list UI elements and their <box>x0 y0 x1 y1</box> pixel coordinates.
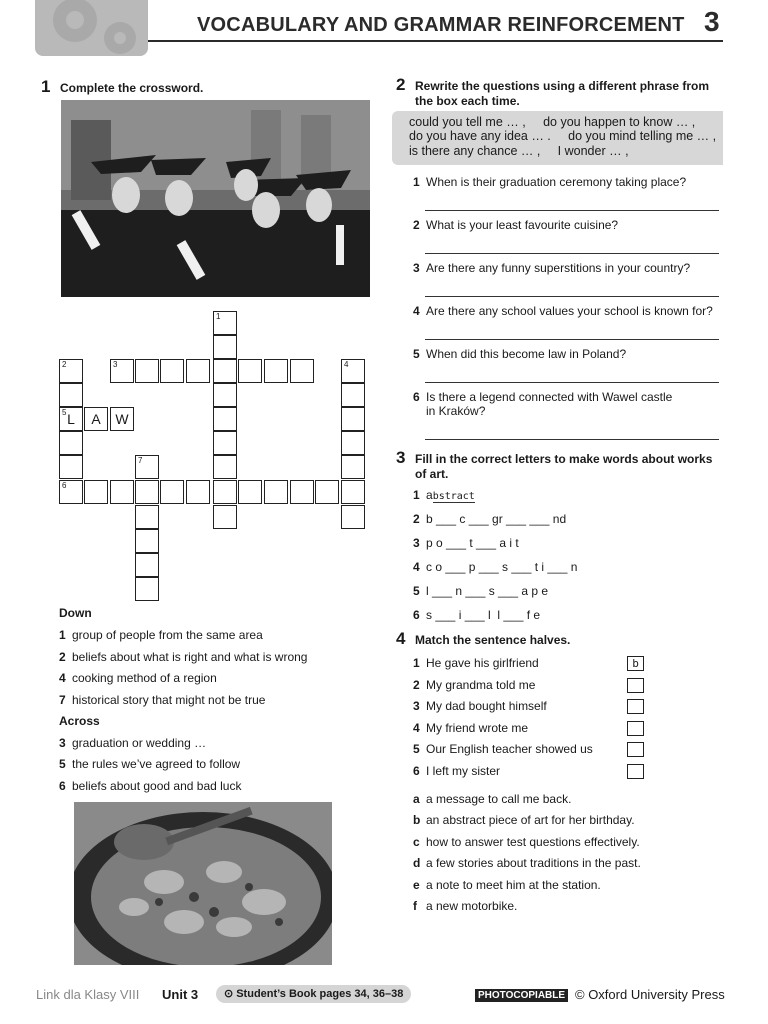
clue-number: 5 <box>62 408 67 417</box>
handwritten-answer[interactable]: bstract <box>432 491 475 502</box>
answer-line[interactable] <box>425 296 719 297</box>
ex4-right-e: e a note to meet him at the station. <box>413 878 601 892</box>
clue-number: 2 <box>62 360 67 369</box>
ex3-instruction: Fill in the correct letters to make words about works of art. <box>415 452 713 481</box>
crossword-letter: L <box>67 411 75 427</box>
down-heading: Down <box>59 606 92 620</box>
ex4-right-f: f a new motorbike. <box>413 899 518 913</box>
match-answer-box[interactable] <box>627 699 644 714</box>
crossword-cell[interactable] <box>341 480 365 504</box>
crossword-letter: W <box>115 411 129 427</box>
ex2-question-6: 6 Is there a legend connected with Wawel castle <box>413 390 673 404</box>
ex2-question-2: 2 What is your least favourite cuisine? <box>413 218 619 232</box>
phrase-box <box>392 111 723 165</box>
match-answer-box[interactable] <box>627 742 644 757</box>
answer-line[interactable] <box>425 382 719 383</box>
clue-number: 3 <box>113 360 118 369</box>
crossword-cell[interactable] <box>59 359 83 383</box>
match-answer-box[interactable] <box>627 764 644 779</box>
crossword-cell[interactable] <box>213 335 237 359</box>
crossword-cell[interactable] <box>59 431 83 455</box>
answer-line[interactable] <box>425 210 719 211</box>
ex3-item-1: 1 abstract <box>413 488 475 502</box>
ex4-number: 4 <box>396 629 406 648</box>
ex3-item-5[interactable]: 5 l ___ n ___ s ___ a p e <box>413 584 549 598</box>
crossword-cell[interactable] <box>59 383 83 407</box>
clue-down-7: 7 historical story that might not be true <box>59 693 266 707</box>
crossword-cell[interactable] <box>341 383 365 407</box>
ex3-item-4[interactable]: 4 c o ___ p ___ s ___ t i ___ n <box>413 560 578 574</box>
match-answer-box[interactable] <box>627 721 644 736</box>
crossword-cell[interactable] <box>59 407 83 431</box>
crossword-cell[interactable] <box>110 407 134 431</box>
graduates-photo <box>61 100 370 297</box>
clue-across-3: 3 graduation or wedding … <box>59 736 207 750</box>
ex4-left-3: 3 My dad bought himself <box>413 699 547 713</box>
page-title: VOCABULARY AND GRAMMAR REINFORCEMENT <box>197 14 685 36</box>
crossword-cell[interactable] <box>264 359 288 383</box>
crossword-cell[interactable] <box>135 553 159 577</box>
clue-number: 4 <box>344 360 349 369</box>
ex4-right-b: b an abstract piece of art for her birthday. <box>413 813 635 827</box>
crossword-cell[interactable] <box>341 455 365 479</box>
crossword-cell[interactable] <box>290 480 314 504</box>
crossword-cell[interactable] <box>110 359 134 383</box>
pages-label: Student’s Book pages 34, 36–38 <box>236 988 404 1000</box>
crossword-cell[interactable] <box>341 359 365 383</box>
crossword-cell[interactable] <box>213 383 237 407</box>
clue-number: 7 <box>138 456 143 465</box>
crossword-cell[interactable] <box>135 529 159 553</box>
ex2-question-1: 1 When is their graduation ceremony taking place? <box>413 175 687 189</box>
across-heading: Across <box>59 714 100 728</box>
crossword-cell[interactable] <box>59 455 83 479</box>
ex4-right-c: c how to answer test questions effectively. <box>413 835 640 849</box>
crossword-cell[interactable] <box>135 577 159 601</box>
clue-across-5: 5 the rules we’ve agreed to follow <box>59 757 241 771</box>
ex2-question-4: 4 Are there any school values your school is known for? <box>413 304 713 318</box>
match-answer-box[interactable] <box>627 678 644 693</box>
ex1-number: 1 <box>41 77 51 96</box>
crossword-cell[interactable] <box>290 359 314 383</box>
crossword-cell[interactable] <box>160 359 184 383</box>
phrase-line: could you tell me … , do you happen to know … , <box>409 115 696 129</box>
students-book-pages <box>216 985 411 1003</box>
match-answer-box[interactable]: b <box>627 656 644 671</box>
phrase-line: do you have any idea … . do you mind telling me … , <box>409 129 717 143</box>
clue-down-2: 2 beliefs about what is right and what is wrong <box>59 650 308 664</box>
crossword-cell[interactable] <box>186 480 210 504</box>
crossword-cell[interactable] <box>160 480 184 504</box>
answer-line[interactable] <box>425 439 719 440</box>
publisher: © Oxford University Press <box>575 987 725 1002</box>
crossword-cell[interactable] <box>110 480 134 504</box>
crossword-cell[interactable] <box>213 455 237 479</box>
ex4-right-a: a a message to call me back. <box>413 792 572 806</box>
crossword-cell[interactable] <box>213 311 237 335</box>
crossword-cell[interactable] <box>264 480 288 504</box>
clue-down-1: 1 group of people from the same area <box>59 628 263 642</box>
ex3-item-2[interactable]: 2 b ___ c ___ gr ___ ___ nd <box>413 512 567 526</box>
ex3-item-3[interactable]: 3 p o ___ t ___ a i t <box>413 536 519 550</box>
ex4-left-2: 2 My grandma told me <box>413 678 536 692</box>
ex4-left-6: 6 I left my sister <box>413 764 501 778</box>
ex2-question-6-cont: in Kraków? <box>426 404 486 418</box>
header-rule <box>148 40 723 42</box>
footer-unit: Unit 3 <box>162 987 199 1002</box>
crossword-cell[interactable] <box>84 480 108 504</box>
answer-line[interactable] <box>425 339 719 340</box>
food-photo <box>74 802 332 965</box>
clue-down-4: 4 cooking method of a region <box>59 671 217 685</box>
crossword-cell[interactable] <box>213 505 237 529</box>
eye-icon: ⊙ <box>224 988 234 1000</box>
clue-across-6: 6 beliefs about good and bad luck <box>59 779 242 793</box>
crossword-cell[interactable] <box>135 455 159 479</box>
clue-number: 6 <box>62 481 67 490</box>
ex4-left-1: 1 He gave his girlfriend <box>413 656 539 670</box>
crossword-cell[interactable] <box>135 359 159 383</box>
ex2-question-3: 3 Are there any funny superstitions in your country? <box>413 261 691 275</box>
crossword-cell[interactable] <box>186 359 210 383</box>
clue-number: 1 <box>216 312 221 321</box>
crossword-cell[interactable] <box>341 407 365 431</box>
ex4-left-4: 4 My friend wrote me <box>413 721 529 735</box>
crossword-cell[interactable] <box>135 480 159 504</box>
crossword-cell[interactable] <box>238 359 262 383</box>
header-gear-tab <box>35 0 148 56</box>
answer-line[interactable] <box>425 253 719 254</box>
phrase-line: is there any chance … , I wonder … , <box>409 144 629 158</box>
ex2-instruction: Rewrite the questions using a different phrase from the box each time. <box>415 79 710 108</box>
unit-number: 3 <box>704 6 720 37</box>
photocopiable-badge: PHOTOCOPIABLE <box>475 989 568 1002</box>
crossword-cell[interactable] <box>341 505 365 529</box>
crossword-cell[interactable] <box>213 431 237 455</box>
ex3-item-6[interactable]: 6 s ___ i ___ l l ___ f e <box>413 608 541 622</box>
crossword-cell[interactable] <box>315 480 339 504</box>
ex4-left-5: 5 Our English teacher showed us <box>413 742 593 756</box>
ex1-instruction: Complete the crossword. <box>60 81 204 95</box>
crossword-cell[interactable] <box>135 505 159 529</box>
gear-icon <box>35 0 148 56</box>
ex2-number: 2 <box>396 75 406 94</box>
crossword-cell[interactable] <box>84 407 108 431</box>
crossword-cell[interactable] <box>341 431 365 455</box>
course-name: Link dla Klasy VIII <box>36 987 140 1002</box>
crossword-cell[interactable] <box>213 480 237 504</box>
crossword-cell[interactable] <box>213 407 237 431</box>
ex2-question-5: 5 When did this become law in Poland? <box>413 347 627 361</box>
ex3-number: 3 <box>396 448 406 467</box>
crossword-cell[interactable] <box>213 359 237 383</box>
ex4-right-d: d a few stories about traditions in the past. <box>413 856 641 870</box>
ex4-instruction: Match the sentence halves. <box>415 633 571 647</box>
crossword-letter: A <box>91 411 101 427</box>
crossword-cell[interactable] <box>59 480 83 504</box>
crossword-cell[interactable] <box>238 480 262 504</box>
